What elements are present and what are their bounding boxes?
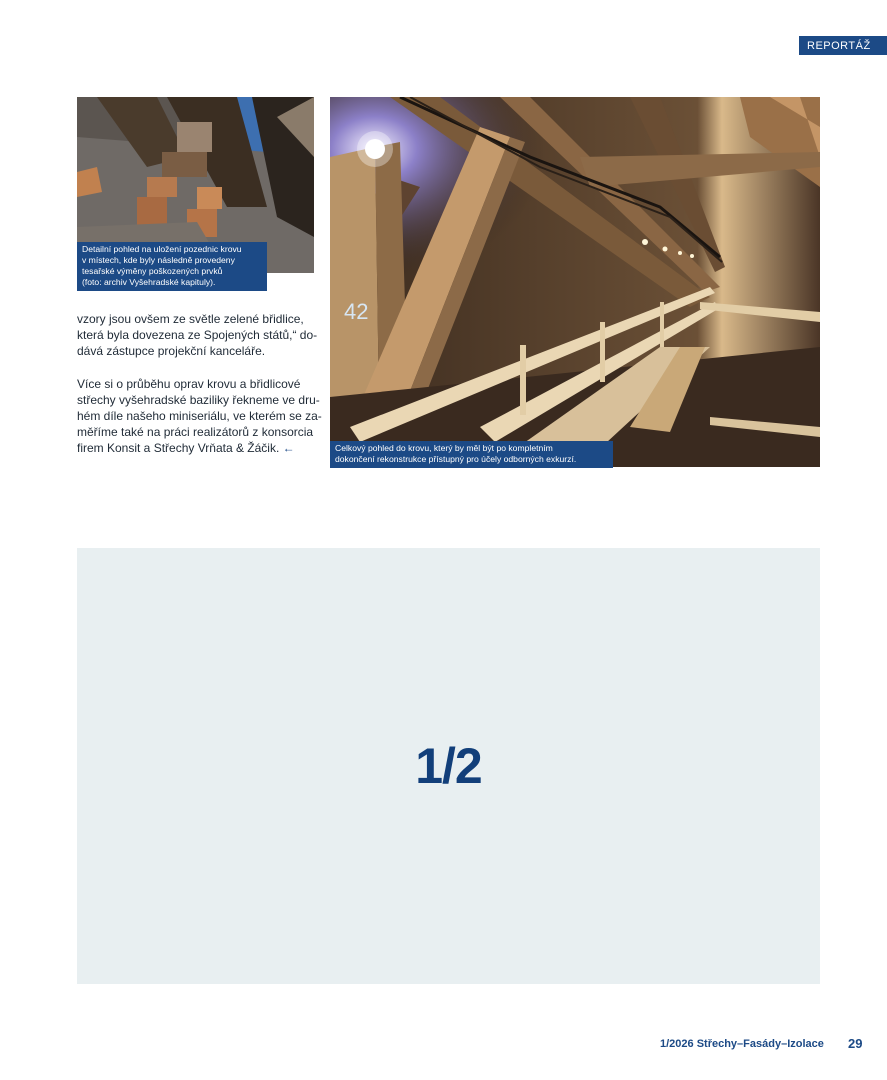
text-line	[77, 440, 317, 456]
caption-line: Detailní pohled na uložení pozednic krovu	[82, 244, 242, 254]
text-line-end: firem Konsit a Střechy Vrňata & Žáčik.	[77, 441, 280, 455]
caption-line: (foto: archiv Vyšehradské kapituly).	[82, 277, 216, 287]
truss-overview-photo	[330, 97, 820, 467]
large-photo-caption	[330, 441, 613, 468]
text-line: která byla dovezena ze Spojených států,“ do-	[77, 328, 318, 342]
section-label: REPORTÁŽ	[799, 36, 887, 55]
caption-line: dokončení rekonstrukce přístupný pro účely odborných exkurzí.	[335, 454, 577, 464]
small-photo-caption	[77, 242, 267, 291]
article-paragraph-1	[77, 311, 317, 359]
page-number: 29	[848, 1036, 863, 1051]
ad-size-label: 1/2	[415, 738, 482, 794]
half-page-ad-placeholder	[77, 548, 820, 984]
article-paragraph-2	[77, 376, 322, 456]
text-line: vzory jsou ovšem ze světle zelené břidlice,	[77, 312, 304, 326]
text-line: hém díle našeho miniseriálu, ve kterém se za-	[77, 409, 322, 423]
text-line: Více si o průběhu oprav krovu a břidlicové	[77, 377, 301, 391]
caption-line: v místech, kde byly následně provedeny	[82, 255, 235, 265]
end-of-article-arrow-icon: ←	[282, 441, 295, 455]
text-line: dává zástupce projekční kanceláře.	[77, 344, 266, 358]
caption-line: tesařské výměny poškozených prvků	[82, 266, 223, 276]
caption-line: Celkový pohled do krovu, který by měl být po kompletním	[335, 443, 553, 453]
beam-number: 42	[344, 299, 369, 324]
footer-issue: 1/2026 Střechy–Fasády–Izolace	[660, 1038, 824, 1050]
text-line: střechy vyšehradské baziliky řekneme ve dru-	[77, 393, 320, 407]
text-line: měříme také na práci realizátorů z konsorcia	[77, 425, 314, 439]
